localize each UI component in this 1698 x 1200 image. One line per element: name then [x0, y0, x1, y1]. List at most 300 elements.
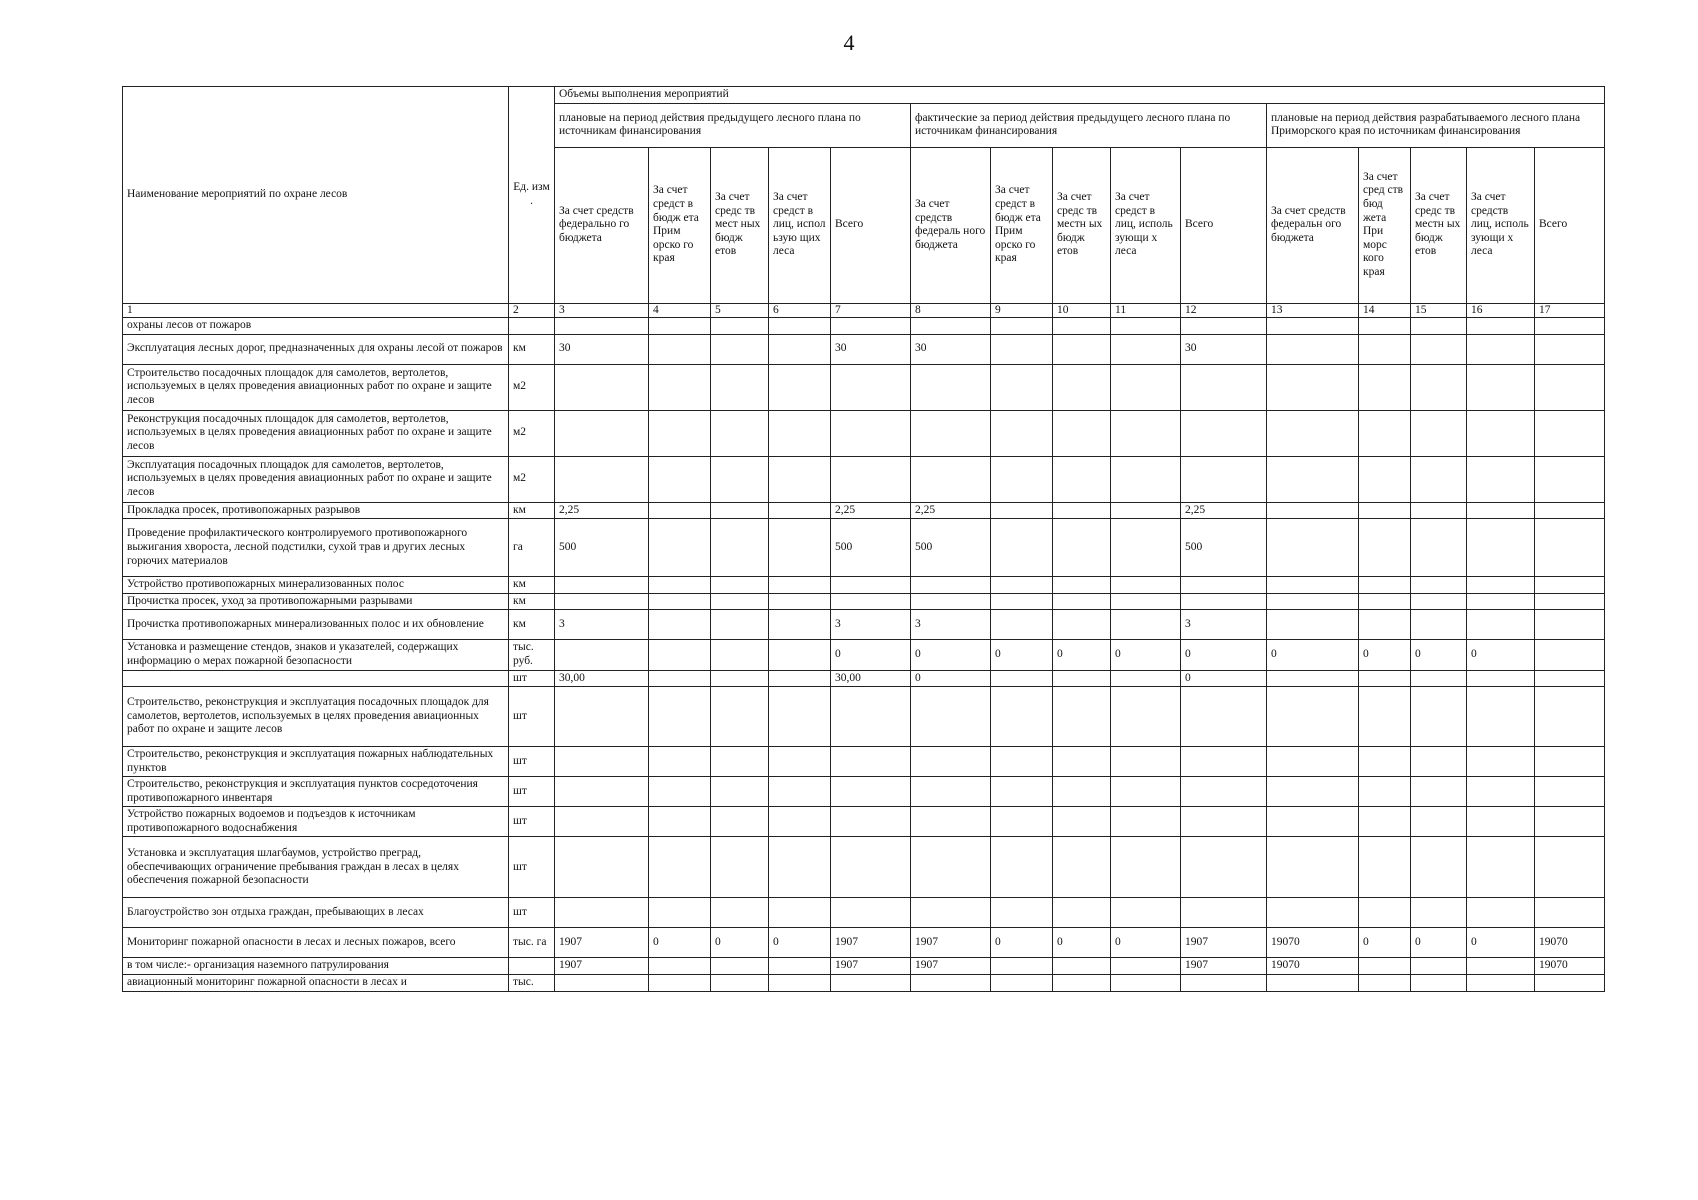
subheader-g3-col-3: За счет средс тв местн ых бюдж етов [1411, 147, 1467, 303]
value-cell [911, 898, 991, 928]
value-cell [911, 410, 991, 456]
value-cell [711, 640, 769, 670]
value-cell [711, 593, 769, 610]
value-cell [1359, 610, 1411, 640]
activity-name-cell: авиационный мониторинг пожарной опасности в лесах и [123, 975, 509, 992]
value-cell [555, 410, 649, 456]
value-cell [1467, 837, 1535, 898]
subheader-g1-col-3: За счет средс тв мест ных бюдж етов [711, 147, 769, 303]
subheader-g1-col-2: За счет средст в бюдж ета Прим орско го края [649, 147, 711, 303]
value-cell [1411, 610, 1467, 640]
value-cell [1267, 577, 1359, 594]
value-cell [555, 747, 649, 777]
value-cell [1359, 958, 1411, 975]
value-cell [1053, 898, 1111, 928]
value-cell [1467, 807, 1535, 837]
value-cell [911, 747, 991, 777]
value-cell: 0 [1053, 640, 1111, 670]
value-cell [649, 687, 711, 747]
value-cell [1267, 410, 1359, 456]
value-cell [991, 577, 1053, 594]
value-cell [555, 318, 649, 335]
value-cell [769, 777, 831, 807]
value-cell [1411, 975, 1467, 992]
value-cell [1111, 975, 1181, 992]
value-cell [831, 456, 911, 502]
value-cell [1467, 502, 1535, 519]
value-cell [1411, 807, 1467, 837]
table-row [123, 593, 1605, 610]
value-cell: 3 [831, 610, 911, 640]
activity-name-cell: Мониторинг пожарной опасности в лесах и лесных пожаров, всего [123, 928, 509, 958]
value-cell [769, 318, 831, 335]
activity-name-cell: Реконструкция посадочных площадок для самолетов, вертолетов, используемых в целях проведения авиационных работ по охране и защите лесов [123, 410, 509, 456]
value-cell: 0 [831, 640, 911, 670]
value-cell [649, 519, 711, 577]
value-cell [649, 334, 711, 364]
activity-name-cell: Строительство, реконструкция и эксплуатация посадочных площадок для самолетов, вертолетов, используемых в целях проведения авиационных работ по охране и защите лесов [123, 687, 509, 747]
value-cell [555, 898, 649, 928]
value-cell [1267, 807, 1359, 837]
value-cell [1267, 610, 1359, 640]
value-cell [991, 777, 1053, 807]
activity-name-cell: Прочистка противопожарных минерализованных полос и их обновление [123, 610, 509, 640]
value-cell [711, 364, 769, 410]
value-cell: 3 [911, 610, 991, 640]
table-row [123, 640, 1605, 670]
value-cell [1181, 747, 1267, 777]
value-cell [991, 837, 1053, 898]
table-row [123, 975, 1605, 992]
unit-cell [509, 958, 555, 975]
column-number: 8 [911, 303, 991, 318]
value-cell [1053, 975, 1111, 992]
subheader-g1-col-4: За счет средст в лиц, испол ьзую щих леса [769, 147, 831, 303]
value-cell: 19070 [1535, 928, 1605, 958]
value-cell [1467, 610, 1535, 640]
value-cell: 0 [769, 928, 831, 958]
value-cell [711, 519, 769, 577]
column-number: 10 [1053, 303, 1111, 318]
value-cell [1267, 364, 1359, 410]
value-cell [1411, 502, 1467, 519]
table-row [123, 670, 1605, 687]
activity-name-cell: Прокладка просек, противопожарных разрывов [123, 502, 509, 519]
subheader-g3-col-5: Всего [1535, 147, 1605, 303]
value-cell [1267, 687, 1359, 747]
value-cell [769, 640, 831, 670]
value-cell [1359, 670, 1411, 687]
value-cell [1535, 670, 1605, 687]
value-cell [1181, 837, 1267, 898]
value-cell [1111, 593, 1181, 610]
value-cell [769, 975, 831, 992]
value-cell [1267, 593, 1359, 610]
value-cell [1411, 318, 1467, 335]
value-cell [711, 318, 769, 335]
value-cell [1411, 364, 1467, 410]
value-cell [911, 975, 991, 992]
value-cell [1359, 593, 1411, 610]
value-cell [555, 640, 649, 670]
unit-cell: м2 [509, 410, 555, 456]
value-cell [1053, 577, 1111, 594]
value-cell [555, 837, 649, 898]
value-cell [1467, 670, 1535, 687]
value-cell [649, 318, 711, 335]
value-cell: 1907 [1181, 958, 1267, 975]
value-cell [1359, 410, 1411, 456]
value-cell [1267, 519, 1359, 577]
value-cell [1535, 577, 1605, 594]
subheader-g2-col-4: За счет средст в лиц, исполь зующи х леса [1111, 147, 1181, 303]
unit-cell: м2 [509, 456, 555, 502]
table-row [123, 577, 1605, 594]
subheader-g2-col-3: За счет средс тв местн ых бюдж етов [1053, 147, 1111, 303]
value-cell: 2,25 [911, 502, 991, 519]
value-cell [1467, 318, 1535, 335]
activity-name-cell: Устройство противопожарных минерализованных полос [123, 577, 509, 594]
value-cell [1267, 456, 1359, 502]
value-cell: 30,00 [555, 670, 649, 687]
value-cell [711, 975, 769, 992]
value-cell [1111, 610, 1181, 640]
value-cell [1053, 610, 1111, 640]
value-cell [1359, 456, 1411, 502]
forest-protection-table [122, 86, 1605, 992]
value-cell [1359, 334, 1411, 364]
value-cell [1267, 747, 1359, 777]
value-cell [991, 747, 1053, 777]
value-cell [831, 577, 911, 594]
activity-name-cell: Прочистка просек, уход за противопожарными разрывами [123, 593, 509, 610]
value-cell [1359, 837, 1411, 898]
value-cell [1359, 502, 1411, 519]
table-row [123, 747, 1605, 777]
value-cell: 0 [911, 640, 991, 670]
column-number: 11 [1111, 303, 1181, 318]
value-cell [711, 334, 769, 364]
value-cell [649, 456, 711, 502]
unit-cell: шт [509, 807, 555, 837]
value-cell [1181, 807, 1267, 837]
value-cell: 0 [991, 640, 1053, 670]
value-cell [1535, 364, 1605, 410]
value-cell [991, 519, 1053, 577]
value-cell [711, 610, 769, 640]
unit-cell: шт [509, 670, 555, 687]
value-cell: 2,25 [831, 502, 911, 519]
value-cell: 3 [1181, 610, 1267, 640]
unit-cell: м2 [509, 364, 555, 410]
value-cell [991, 410, 1053, 456]
value-cell [991, 593, 1053, 610]
subheader-g2-col-1: За счет средств федераль ного бюджета [911, 147, 991, 303]
value-cell: 0 [649, 928, 711, 958]
value-cell [1181, 577, 1267, 594]
activity-name-cell: охраны лесов от пожаров [123, 318, 509, 335]
value-cell [711, 958, 769, 975]
table-row [123, 777, 1605, 807]
value-cell [1053, 958, 1111, 975]
value-cell [649, 593, 711, 610]
value-cell [1181, 410, 1267, 456]
value-cell [1535, 410, 1605, 456]
activity-name-cell: в том числе:- организация наземного патрулирования [123, 958, 509, 975]
value-cell [1111, 502, 1181, 519]
value-cell [1111, 364, 1181, 410]
value-cell [649, 577, 711, 594]
value-cell [769, 577, 831, 594]
column-number: 2 [509, 303, 555, 318]
value-cell [1111, 958, 1181, 975]
table-row [123, 837, 1605, 898]
value-cell: 0 [1053, 928, 1111, 958]
activity-name-cell: Устройство пожарных водоемов и подъездов к источникам противопожарного водоснабжения [123, 807, 509, 837]
value-cell [1467, 898, 1535, 928]
value-cell [991, 502, 1053, 519]
value-cell [1359, 687, 1411, 747]
value-cell [1535, 687, 1605, 747]
value-cell: 30 [555, 334, 649, 364]
column-number: 15 [1411, 303, 1467, 318]
value-cell [1111, 837, 1181, 898]
value-cell [1535, 777, 1605, 807]
table-row [123, 410, 1605, 456]
value-cell [1535, 334, 1605, 364]
value-cell [1111, 670, 1181, 687]
value-cell [1111, 777, 1181, 807]
value-cell: 0 [1359, 928, 1411, 958]
subheader-g3-col-2: За счет сред ств бюд жета При морс кого края [1359, 147, 1411, 303]
value-cell [1467, 958, 1535, 975]
value-cell [649, 410, 711, 456]
value-cell: 0 [1267, 640, 1359, 670]
value-cell [911, 364, 991, 410]
value-cell [649, 640, 711, 670]
table-row [123, 898, 1605, 928]
value-cell [1181, 975, 1267, 992]
value-cell [991, 687, 1053, 747]
value-cell [1053, 837, 1111, 898]
value-cell: 0 [1111, 928, 1181, 958]
value-cell [1359, 975, 1411, 992]
value-cell: 500 [911, 519, 991, 577]
value-cell [991, 456, 1053, 502]
value-cell [831, 410, 911, 456]
value-cell: 500 [831, 519, 911, 577]
header-volumes: Объемы выполнения мероприятий [555, 87, 1605, 104]
value-cell [649, 502, 711, 519]
value-cell [769, 898, 831, 928]
value-cell [1467, 334, 1535, 364]
value-cell [1411, 456, 1467, 502]
value-cell [1267, 975, 1359, 992]
value-cell [769, 334, 831, 364]
value-cell [911, 807, 991, 837]
unit-cell: км [509, 502, 555, 519]
value-cell [1411, 777, 1467, 807]
activity-name-cell: Эксплуатация посадочных площадок для самолетов, вертолетов, используемых в целях проведения авиационных работ по охране и защите лесов [123, 456, 509, 502]
value-cell [1535, 610, 1605, 640]
value-cell [1267, 502, 1359, 519]
value-cell [911, 593, 991, 610]
value-cell [1411, 334, 1467, 364]
value-cell [649, 837, 711, 898]
value-cell [991, 975, 1053, 992]
value-cell: 19070 [1267, 928, 1359, 958]
header-group-planned-new: плановые на период действия разрабатываемого лесного плана Приморского края по источникам финансирования [1267, 103, 1605, 147]
value-cell [1359, 364, 1411, 410]
value-cell [649, 898, 711, 928]
column-number: 4 [649, 303, 711, 318]
unit-cell: шт [509, 777, 555, 807]
value-cell [1535, 456, 1605, 502]
unit-cell: га [509, 519, 555, 577]
column-number: 17 [1535, 303, 1605, 318]
value-cell [1111, 807, 1181, 837]
column-number: 6 [769, 303, 831, 318]
value-cell [1267, 777, 1359, 807]
unit-cell: тыс. [509, 975, 555, 992]
value-cell [1053, 687, 1111, 747]
value-cell [649, 975, 711, 992]
table-row [123, 334, 1605, 364]
value-cell: 0 [711, 928, 769, 958]
value-cell [1053, 593, 1111, 610]
value-cell: 500 [1181, 519, 1267, 577]
table-row [123, 519, 1605, 577]
value-cell [769, 410, 831, 456]
value-cell [555, 593, 649, 610]
unit-cell: км [509, 577, 555, 594]
activity-name-cell: Проведение профилактического контролируемого противопожарного выжигания хвороста, лесной подстилки, сухой трав и других лесных горючих материалов [123, 519, 509, 577]
value-cell [1267, 837, 1359, 898]
value-cell: 500 [555, 519, 649, 577]
value-cell: 1907 [555, 928, 649, 958]
value-cell [769, 502, 831, 519]
value-cell [1111, 519, 1181, 577]
value-cell [1267, 898, 1359, 928]
value-cell [711, 456, 769, 502]
table-row [123, 318, 1605, 335]
unit-cell: км [509, 593, 555, 610]
value-cell [711, 502, 769, 519]
value-cell [649, 364, 711, 410]
value-cell [1535, 807, 1605, 837]
value-cell: 1907 [911, 958, 991, 975]
value-cell [1111, 898, 1181, 928]
value-cell: 1907 [1181, 928, 1267, 958]
value-cell [1181, 777, 1267, 807]
value-cell [1181, 687, 1267, 747]
value-cell: 30,00 [831, 670, 911, 687]
value-cell [1411, 577, 1467, 594]
value-cell [831, 837, 911, 898]
value-cell [1535, 975, 1605, 992]
value-cell [1111, 334, 1181, 364]
value-cell [769, 670, 831, 687]
value-cell: 0 [1181, 640, 1267, 670]
value-cell [1111, 410, 1181, 456]
activity-name-cell: Строительство, реконструкция и эксплуатация пожарных наблюдательных пунктов [123, 747, 509, 777]
value-cell [1053, 747, 1111, 777]
value-cell [1467, 410, 1535, 456]
value-cell [711, 837, 769, 898]
value-cell [1359, 807, 1411, 837]
value-cell [831, 318, 911, 335]
value-cell [1535, 593, 1605, 610]
value-cell [911, 318, 991, 335]
value-cell: 0 [1411, 928, 1467, 958]
value-cell [769, 807, 831, 837]
value-cell [1181, 318, 1267, 335]
activity-name-cell: Установка и эксплуатация шлагбаумов, устройство преград, обеспечивающих ограничение пребывания граждан в лесах в целях обеспечения пожарной безопасности [123, 837, 509, 898]
value-cell [769, 747, 831, 777]
value-cell [1181, 456, 1267, 502]
value-cell: 0 [1111, 640, 1181, 670]
value-cell [1359, 777, 1411, 807]
value-cell [1111, 577, 1181, 594]
value-cell [1181, 364, 1267, 410]
column-number: 14 [1359, 303, 1411, 318]
table-row [123, 958, 1605, 975]
value-cell [991, 364, 1053, 410]
value-cell [1359, 898, 1411, 928]
value-cell [711, 777, 769, 807]
value-cell [911, 777, 991, 807]
value-cell [1411, 958, 1467, 975]
value-cell [1053, 456, 1111, 502]
value-cell: 0 [1467, 640, 1535, 670]
value-cell [1411, 410, 1467, 456]
column-number: 12 [1181, 303, 1267, 318]
activity-name-cell: Благоустройство зон отдыха граждан, пребывающих в лесах [123, 898, 509, 928]
column-number: 3 [555, 303, 649, 318]
column-number: 13 [1267, 303, 1359, 318]
value-cell [1359, 577, 1411, 594]
value-cell [649, 777, 711, 807]
value-cell [555, 364, 649, 410]
value-cell [1535, 502, 1605, 519]
value-cell [1467, 687, 1535, 747]
value-cell: 2,25 [555, 502, 649, 519]
value-cell [769, 610, 831, 640]
value-cell [991, 318, 1053, 335]
unit-cell: тыс. руб. [509, 640, 555, 670]
subheader-g2-col-2: За счет средст в бюдж ета Прим орско го края [991, 147, 1053, 303]
value-cell [1053, 807, 1111, 837]
unit-cell: шт [509, 747, 555, 777]
value-cell [769, 519, 831, 577]
activity-name-cell: Строительство посадочных площадок для самолетов, вертолетов, используемых в целях проведения авиационных работ по охране и защите лесов [123, 364, 509, 410]
value-cell [1359, 747, 1411, 777]
value-cell [831, 777, 911, 807]
value-cell [1053, 670, 1111, 687]
value-cell [831, 975, 911, 992]
value-cell [991, 334, 1053, 364]
value-cell [711, 807, 769, 837]
value-cell [1411, 519, 1467, 577]
value-cell [649, 670, 711, 687]
value-cell: 1907 [555, 958, 649, 975]
value-cell [1467, 777, 1535, 807]
value-cell [911, 687, 991, 747]
column-number: 7 [831, 303, 911, 318]
unit-cell: шт [509, 687, 555, 747]
unit-cell: км [509, 610, 555, 640]
value-cell [555, 975, 649, 992]
